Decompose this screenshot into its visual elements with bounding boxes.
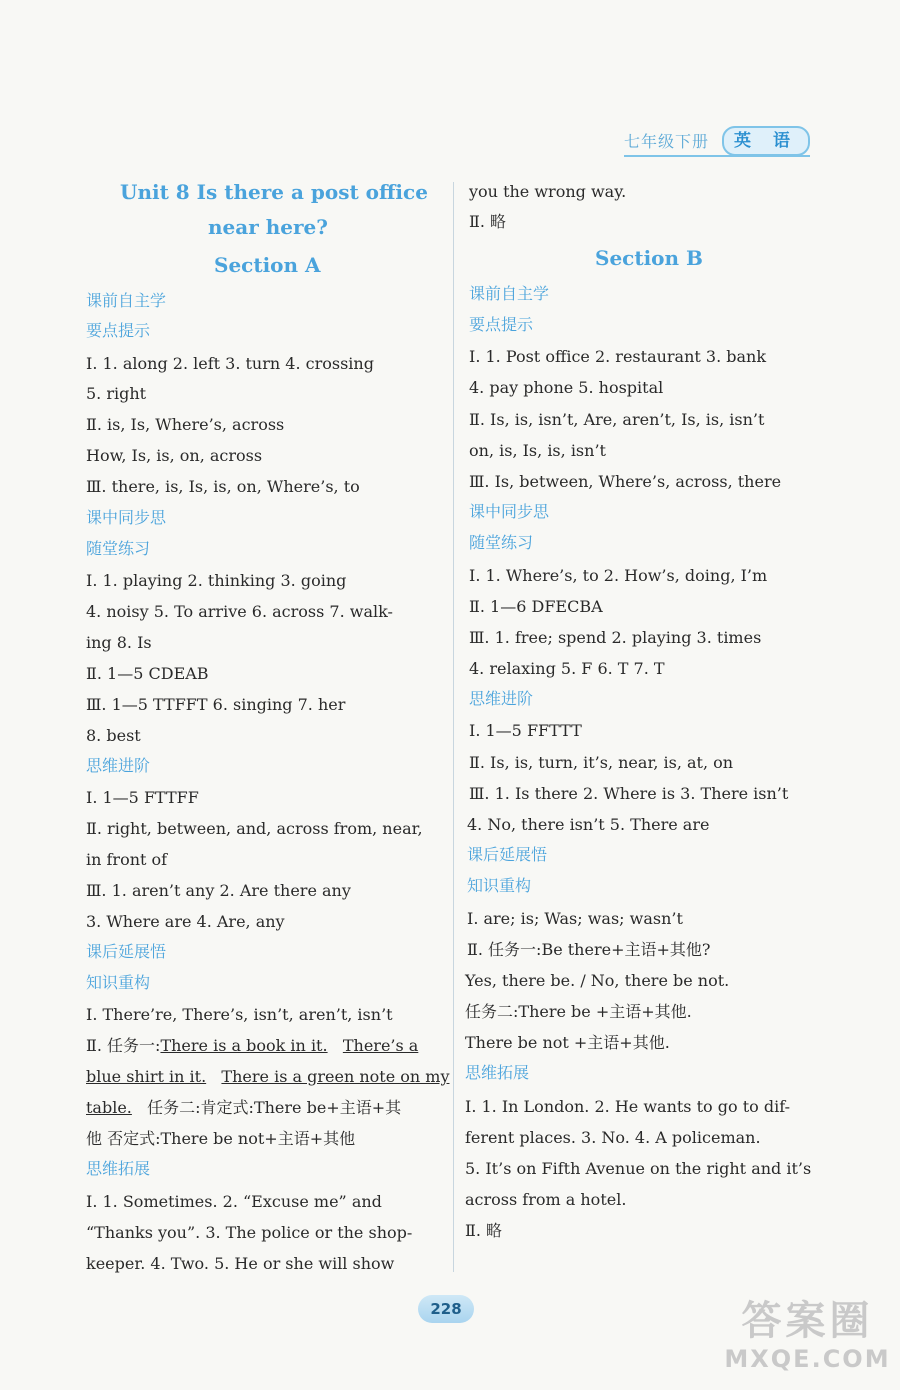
answer-line: Ⅲ. 1—5 TTFFT 6. singing 7. her (86, 695, 346, 714)
answer-line: Ⅰ. 1. along 2. left 3. turn 4. crossing (86, 354, 374, 373)
answer-line: Ⅱ. 略 (469, 212, 507, 231)
answer-line: on, is, Is, is, isn’t (469, 441, 606, 460)
answer-line: “Thanks you”. 3. The police or the shop- (86, 1223, 413, 1242)
answer-line: 8. best (86, 726, 141, 745)
answer-line: How, Is, is, on, across (86, 446, 263, 465)
page-number: 228 (418, 1295, 474, 1323)
subcategory-heading: 要点提示 (86, 321, 151, 340)
subcategory-heading: 知识重构 (467, 876, 532, 895)
answer-line: Ⅲ. 1. aren’t any 2. Are there any (86, 881, 351, 900)
unit-title: Unit 8 Is there a post office (120, 180, 428, 204)
answer-prefix: Ⅱ. 任务一: (86, 1036, 161, 1055)
watermark-main: 答案圈 (741, 1298, 874, 1344)
answer-line (86, 1034, 431, 1058)
category-heading: 思维进阶 (86, 756, 151, 775)
answer-line: Ⅰ. 1. Sometimes. 2. “Excuse me” and (86, 1192, 382, 1211)
answer-line: 3. Where are 4. Are, any (86, 912, 285, 931)
answer-line: Ⅰ. 1. Post office 2. restaurant 3. bank (469, 347, 767, 366)
category-heading: 课前自主学 (86, 291, 167, 310)
answer-line: Ⅰ. 1. Where’s, to 2. How’s, doing, I’m (469, 566, 768, 585)
underlined-answer: There is a green note on my (221, 1067, 450, 1086)
answer-line: Ⅰ. 1—5 FTTFF (86, 788, 199, 807)
answer-line: ferent places. 3. No. 4. A policeman. (465, 1128, 761, 1147)
answer-line: keeper. 4. Two. 5. He or she will show (86, 1254, 395, 1273)
category-heading: 思维拓展 (86, 1159, 151, 1178)
category-heading: 课中同步思 (86, 508, 167, 527)
answer-line: Ⅱ. 1—5 CDEAB (86, 664, 209, 683)
answer-line: Ⅱ. 任务一:Be there+主语+其他? (467, 940, 711, 959)
header-underline (624, 155, 810, 157)
answer-line: 他 否定式:There be not+主语+其他 (86, 1129, 356, 1148)
answer-line: 5. It’s on Fifth Avenue on the right and it’s (465, 1159, 812, 1178)
category-heading: 思维进阶 (469, 689, 534, 708)
answer-line: Ⅲ. 1. Is there 2. Where is 3. There isn’t (469, 784, 789, 803)
answer-line: Ⅱ. right, between, and, across from, near, (86, 819, 423, 838)
answer-line: Ⅰ. There’re, There’s, isn’t, aren’t, isn’t (86, 1005, 393, 1024)
answer-line (86, 1065, 450, 1089)
answer-line: Ⅰ. 1. In London. 2. He wants to go to dif- (465, 1097, 790, 1116)
column-divider (453, 182, 454, 1272)
answer-line (86, 1096, 431, 1120)
category-heading: 课后延展悟 (86, 942, 167, 961)
answer-line: Ⅱ. Is, is, isn’t, Are, aren’t, Is, is, isn’t (469, 410, 765, 429)
answer-line: Ⅱ. is, Is, Where’s, across (86, 415, 285, 434)
answer-line: Ⅱ. 略 (465, 1221, 503, 1240)
subcategory-heading: 要点提示 (469, 315, 534, 334)
answer-line: you the wrong way. (469, 182, 627, 201)
answer-line: 4. relaxing 5. F 6. T 7. T (469, 659, 665, 678)
underlined-answer: table. (86, 1098, 132, 1117)
category-heading: 课后延展悟 (467, 845, 548, 864)
answer-line: 5. right (86, 384, 147, 403)
underlined-answer: blue shirt in it. (86, 1067, 207, 1086)
category-heading: 课中同步思 (469, 502, 550, 521)
answer-line: ing 8. Is (86, 633, 152, 652)
category-heading: 思维拓展 (465, 1063, 530, 1082)
answer-line: Ⅲ. there, is, Is, is, on, Where’s, to (86, 477, 360, 496)
section-a-title: Section A (214, 253, 321, 277)
section-b-title: Section B (595, 246, 703, 270)
underlined-answer: There is a book in it. (160, 1036, 328, 1055)
subcategory-heading: 随堂练习 (86, 539, 151, 558)
answer-line: Ⅲ. Is, between, Where’s, across, there (469, 472, 782, 491)
answer-line: Ⅰ. are; is; Was; was; wasn’t (467, 909, 683, 928)
answer-line: 任务二:There be +主语+其他. (465, 1002, 692, 1021)
answer-line: 4. pay phone 5. hospital (469, 378, 664, 397)
answer-text: 任务二:肯定式:There be+主语+其 (147, 1098, 402, 1117)
answer-line: Ⅲ. 1. free; spend 2. playing 3. times (469, 628, 762, 647)
answer-line: There be not +主语+其他. (465, 1033, 670, 1052)
answer-line: Ⅱ. Is, is, turn, it’s, near, is, at, on (469, 753, 734, 772)
header-subject-badge: 英 语 (722, 126, 810, 156)
watermark-logo (720, 1298, 895, 1382)
answer-line: Yes, there be. / No, there be not. (465, 971, 730, 990)
answer-line: Ⅰ. 1. playing 2. thinking 3. going (86, 571, 347, 590)
answer-line: Ⅰ. 1—5 FFTTT (469, 721, 582, 740)
unit-title-cont: near here? (208, 215, 328, 239)
header-grade: 七年级下册 (624, 132, 710, 151)
watermark-url: MXQE.COM (724, 1345, 891, 1373)
subcategory-heading: 随堂练习 (469, 533, 534, 552)
answer-line: in front of (86, 850, 168, 869)
answer-line: 4. No, there isn’t 5. There are (467, 815, 710, 834)
category-heading: 课前自主学 (469, 284, 550, 303)
answer-line: 4. noisy 5. To arrive 6. across 7. walk- (86, 602, 393, 621)
subcategory-heading: 知识重构 (86, 973, 151, 992)
underlined-answer: There’s a (342, 1036, 419, 1055)
answer-line: across from a hotel. (465, 1190, 627, 1209)
answer-line: Ⅱ. 1—6 DFECBA (469, 597, 603, 616)
